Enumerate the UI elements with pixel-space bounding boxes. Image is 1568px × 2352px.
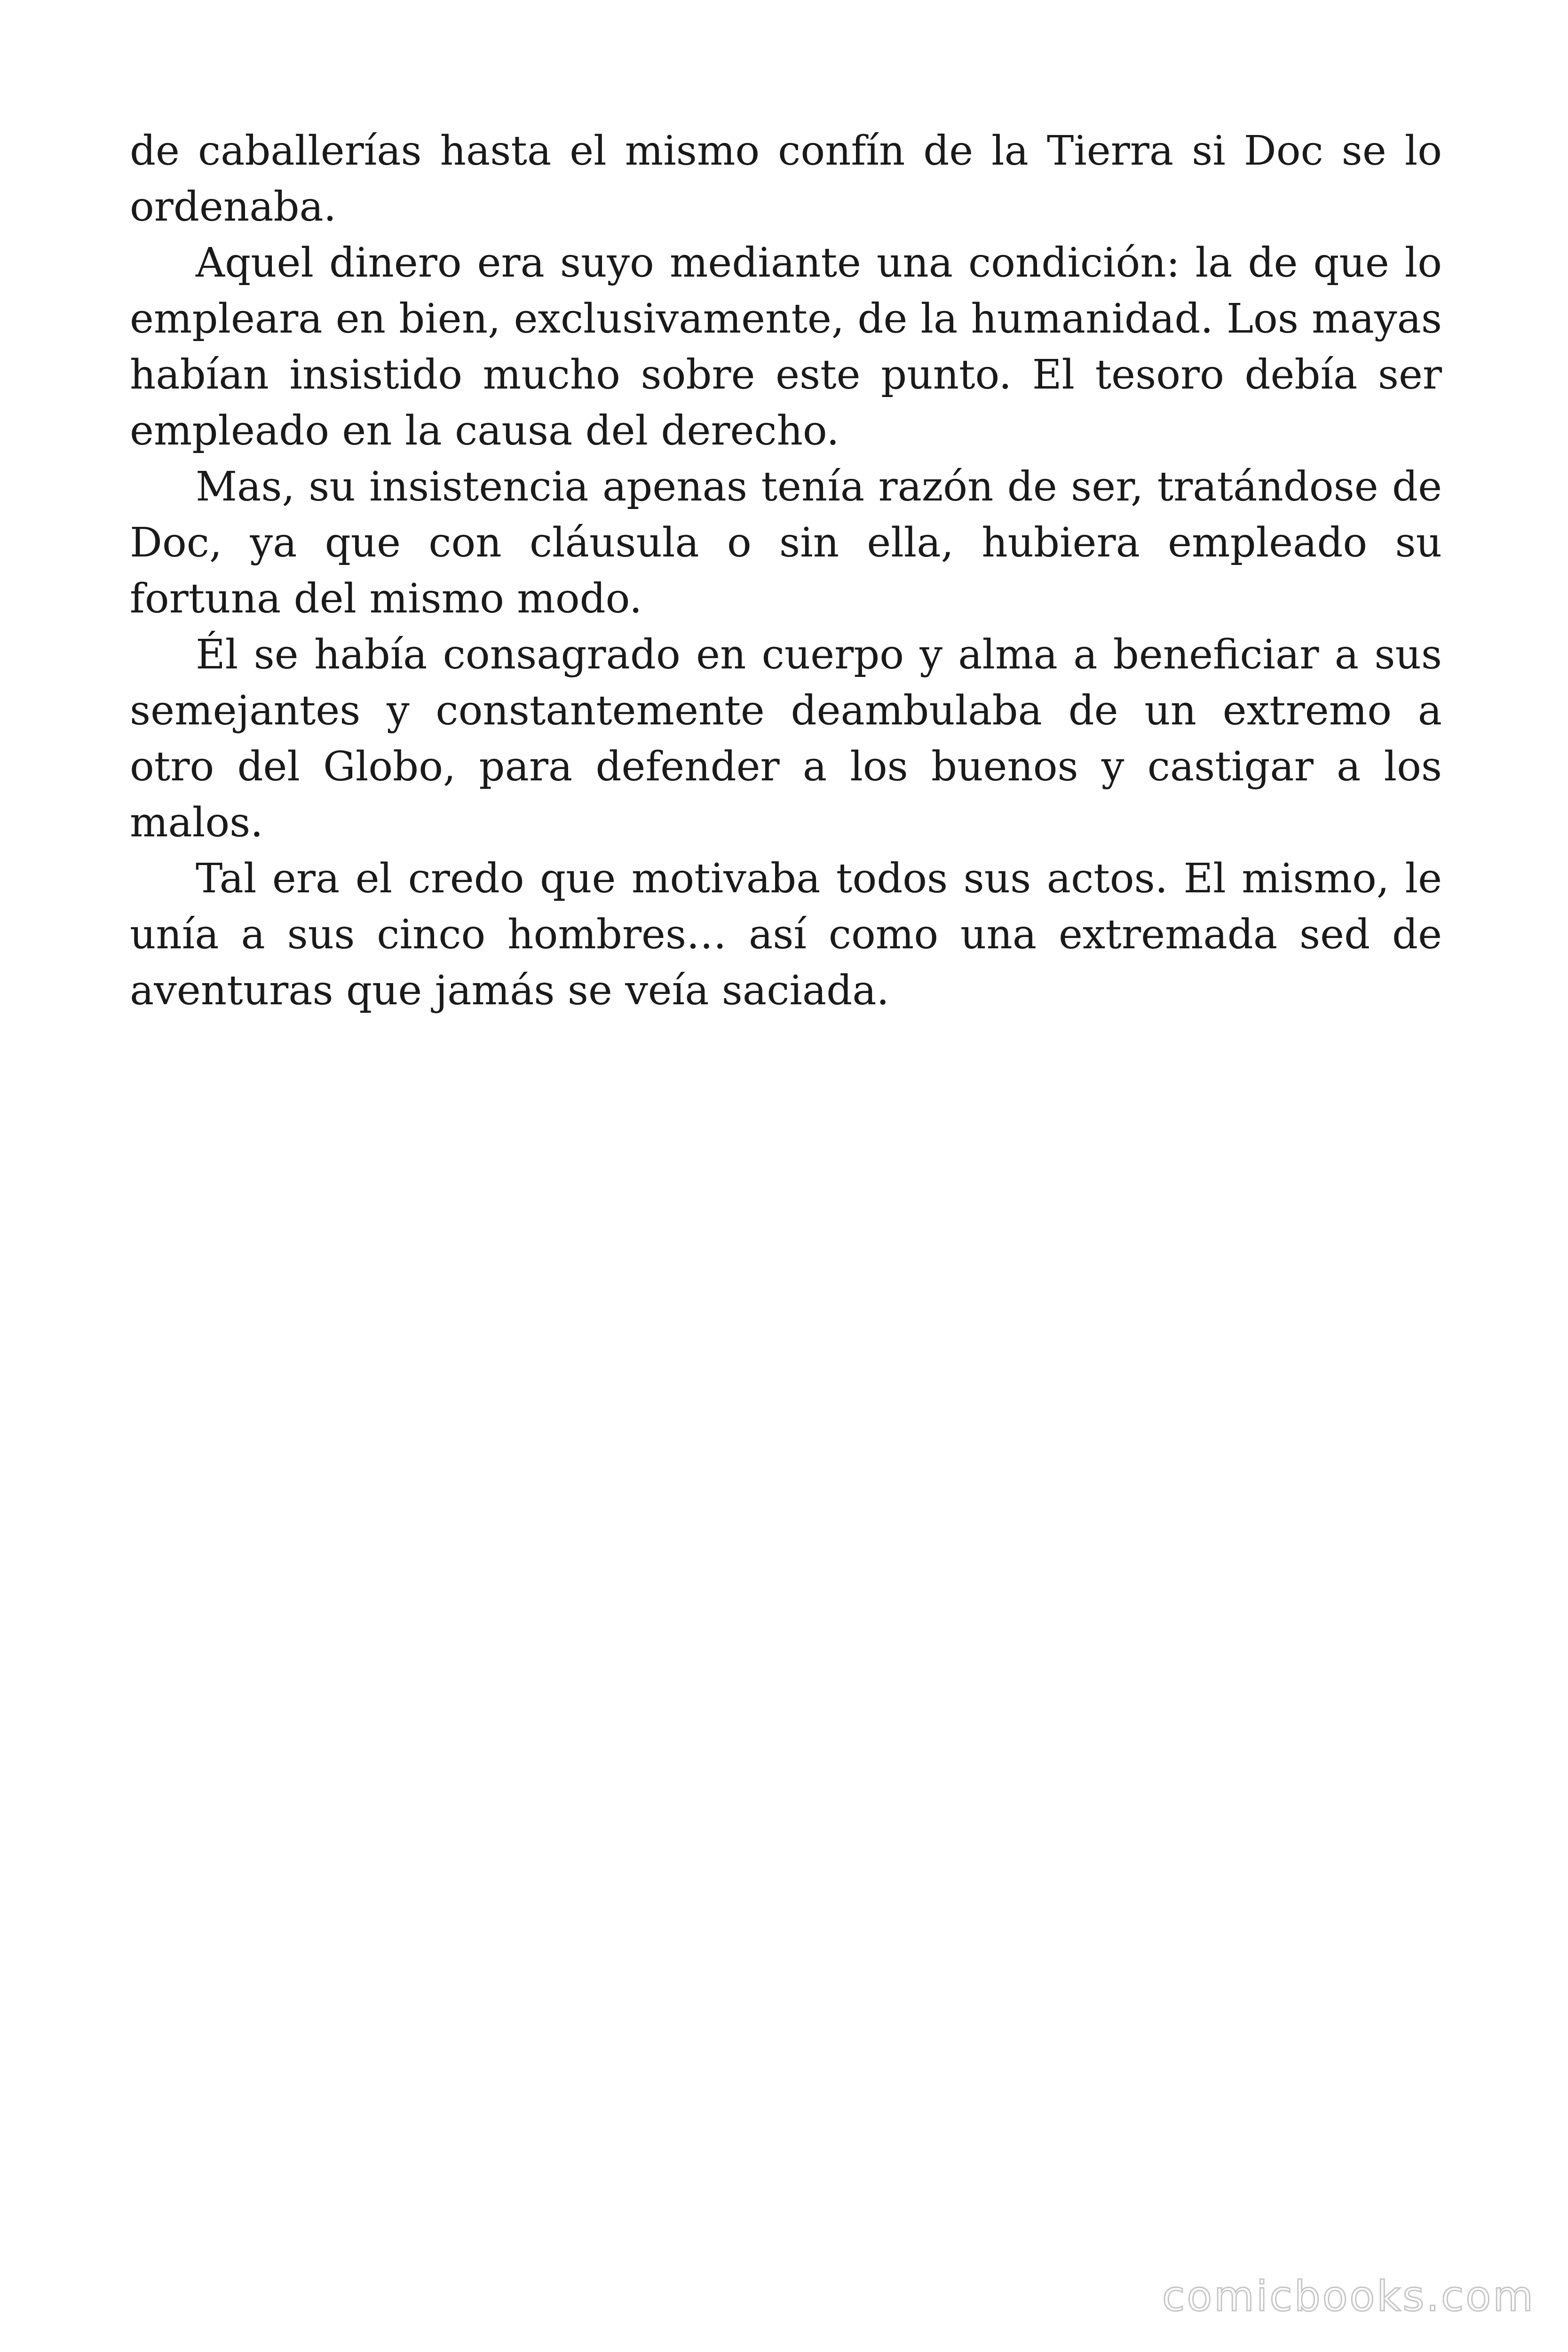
paragraph-3: Mas, su insistencia apenas tenía razón de ser, tratándose de Doc, ya que con cláusula o sin ella, hubiera empleado su fortuna del mismo modo. [130, 463, 1442, 622]
paragraph-2: Aquel dinero era suyo mediante una condición: la de que lo empleara en bien, exclusivamente, de la humanidad. Los mayas habían insistido mucho sobre este punto. El tesoro debía ser empleado en la causa del derecho. [130, 239, 1442, 454]
paragraph-1: de caballerías hasta el mismo confín de la Tierra si Doc se lo ordenaba. [130, 127, 1442, 230]
paragraph-5: Tal era el credo que motivaba todos sus actos. El mismo, le unía a sus cinco hombres… así como una extremada sed de aventuras que jamás se veía saciada. [130, 855, 1442, 1014]
body-text [130, 123, 1442, 1019]
paragraph-4: Él se había consagrado en cuerpo y alma a beneficiar a sus semejantes y constantemente deambulaba de un extremo a otro del Globo, para defender a los buenos y castigar a los malos. [130, 631, 1442, 846]
site-watermark: comicbooks.com [1162, 2272, 1535, 2320]
